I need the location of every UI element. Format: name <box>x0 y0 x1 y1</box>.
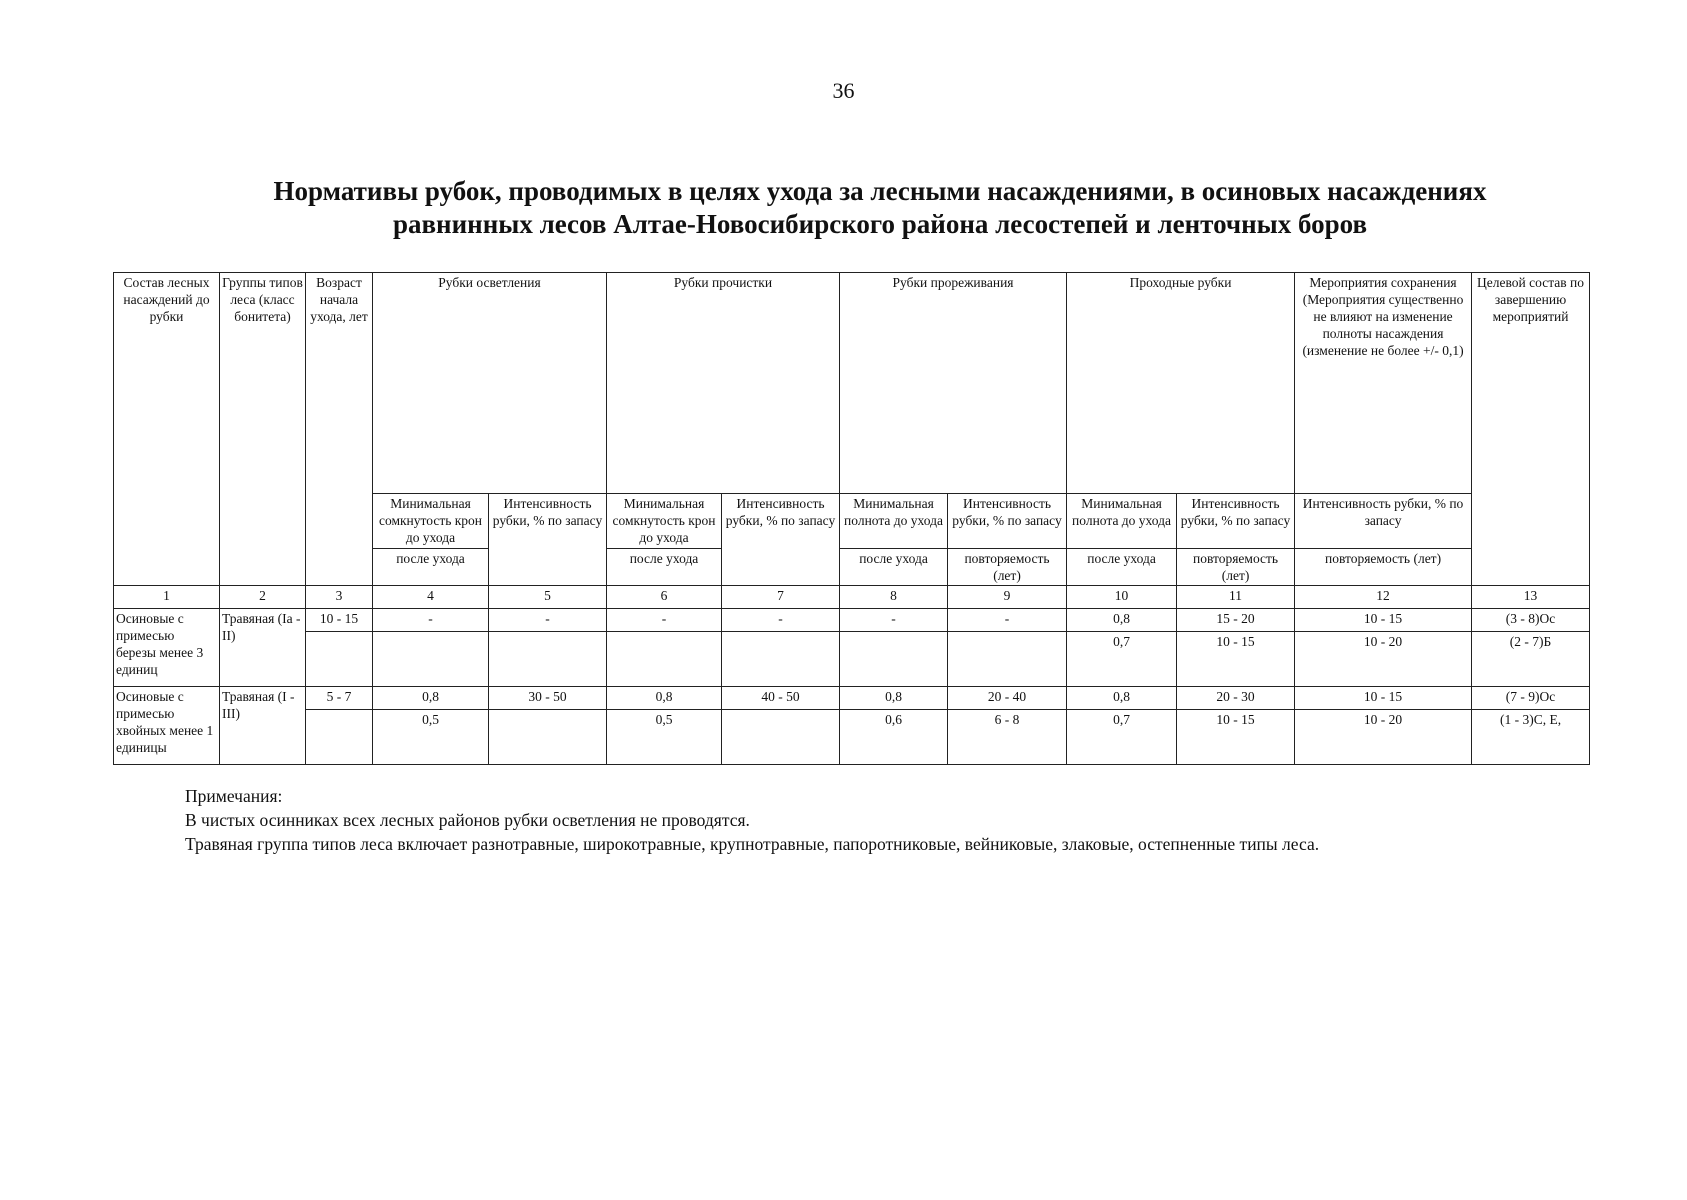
column-number: 6 <box>607 586 722 609</box>
header-after-care: после ухода <box>840 549 948 586</box>
table-cell <box>840 632 948 687</box>
header-min-density: Минимальная полнота до ухода <box>840 494 948 549</box>
table-row <box>114 632 1590 687</box>
header-after-care: после ухода <box>1067 549 1177 586</box>
table-cell: 0,5 <box>373 710 489 765</box>
table-cell: - <box>722 609 840 632</box>
header-forest-type-groups: Группы типов леса (класс бонитета) <box>220 273 306 586</box>
header-intensity: Интенсивность рубки, % по запасу <box>722 494 840 586</box>
column-number: 10 <box>1067 586 1177 609</box>
cell-forest-type: Травяная (I - III) <box>220 687 306 765</box>
table-cell <box>722 710 840 765</box>
table-cell: (7 - 9)Ос <box>1472 687 1590 710</box>
table-cell: 0,8 <box>1067 609 1177 632</box>
note-item: Травяная группа типов леса включает разнотравные, широкотравные, крупнотравные, папоротниковые, вейниковые, злаковые, остепненные типы леса. <box>185 834 1320 854</box>
table-cell <box>306 710 373 765</box>
notes <box>185 784 1319 856</box>
column-number: 1 <box>114 586 220 609</box>
column-number: 7 <box>722 586 840 609</box>
table-row <box>114 687 1590 710</box>
cell-forest-type: Травяная (Iа - II) <box>220 609 306 687</box>
table-cell: 10 - 15 <box>1295 687 1472 710</box>
header-passing-cutting: Проходные рубки <box>1067 273 1295 494</box>
table-cell <box>489 710 607 765</box>
column-number: 11 <box>1177 586 1295 609</box>
header-after-care: после ухода <box>373 549 489 586</box>
column-number: 9 <box>948 586 1067 609</box>
page-number: 36 <box>832 78 855 103</box>
header-start-age: Возраст начала ухода, лет <box>306 273 373 586</box>
table-cell: 10 - 15 <box>1177 632 1295 687</box>
table-cell: - <box>489 609 607 632</box>
table-cell: - <box>948 609 1067 632</box>
header-repeat-years: повторяемость (лет) <box>1295 549 1472 586</box>
table-cell: 0,8 <box>1067 687 1177 710</box>
title-line-1: Нормативы рубок, проводимых в целях ухода за лесными насаждениями, в осиновых насаждениях <box>273 176 1487 206</box>
column-number: 4 <box>373 586 489 609</box>
header-clarification-cutting: Рубки осветления <box>373 273 607 494</box>
table-cell: 0,6 <box>840 710 948 765</box>
table-cell: (1 - 3)С, Е, <box>1472 710 1590 765</box>
header-row <box>114 273 1590 494</box>
note-item: В чистых осинниках всех лесных районов рубки осветления не проводятся. <box>185 810 750 830</box>
table-cell: 0,8 <box>373 687 489 710</box>
table-cell: 6 - 8 <box>948 710 1067 765</box>
table-cell: 10 - 20 <box>1295 632 1472 687</box>
header-min-density: Минимальная полнота до ухода <box>1067 494 1177 549</box>
table-cell: 0,8 <box>840 687 948 710</box>
table-cell <box>489 632 607 687</box>
header-preservation-measures: Мероприятия сохранения (Мероприятия существенно не влияют на изменение полноты насаждения (изменение не более +/- 0,1) <box>1295 273 1472 494</box>
table-cell: (3 - 8)Ос <box>1472 609 1590 632</box>
table-cell <box>373 632 489 687</box>
column-number: 8 <box>840 586 948 609</box>
header-target-composition: Целевой состав по завершению мероприятий <box>1472 273 1590 586</box>
table-row <box>114 710 1590 765</box>
cell-composition: Осиновые с примесью березы менее 3 единиц <box>114 609 220 687</box>
table-cell: 30 - 50 <box>489 687 607 710</box>
table-cell <box>306 632 373 687</box>
header-composition: Состав лесных насаждений до рубки <box>114 273 220 586</box>
header-after-care: после ухода <box>607 549 722 586</box>
cell-composition: Осиновые с примесью хвойных менее 1 единицы <box>114 687 220 765</box>
header-intensity: Интенсивность рубки, % по запасу <box>948 494 1067 549</box>
header-repeat-years: повторяемость (лет) <box>948 549 1067 586</box>
header-intensity: Интенсивность рубки, % по запасу <box>1177 494 1295 549</box>
table-cell: - <box>607 609 722 632</box>
table-cell: (2 - 7)Б <box>1472 632 1590 687</box>
title-line-2: равнинных лесов Алтае-Новосибирского района лесостепей и ленточных боров <box>392 209 1368 239</box>
table-cell: 10 - 15 <box>1295 609 1472 632</box>
header-intensity-preservation: Интенсивность рубки, % по запасу <box>1295 494 1472 549</box>
table-row <box>114 609 1590 632</box>
table-cell <box>948 632 1067 687</box>
table-cell: 40 - 50 <box>722 687 840 710</box>
table-cell: 20 - 30 <box>1177 687 1295 710</box>
header-thinning-cutting: Рубки прореживания <box>840 273 1067 494</box>
table-cell: 10 - 20 <box>1295 710 1472 765</box>
header-intensity: Интенсивность рубки, % по запасу <box>489 494 607 586</box>
column-number: 5 <box>489 586 607 609</box>
cell-start-age: 5 - 7 <box>306 687 373 710</box>
table-cell: - <box>840 609 948 632</box>
page-title <box>200 175 1560 241</box>
notes-heading: Примечания: <box>185 786 283 806</box>
table-cell <box>722 632 840 687</box>
table-cell <box>607 632 722 687</box>
column-number-row <box>114 586 1590 609</box>
column-number: 2 <box>220 586 306 609</box>
table-cell: 0,8 <box>607 687 722 710</box>
header-min-closure: Минимальная сомкнутость крон до ухода <box>373 494 489 549</box>
cell-start-age: 10 - 15 <box>306 609 373 632</box>
header-min-closure: Минимальная сомкнутость крон до ухода <box>607 494 722 549</box>
column-number: 12 <box>1295 586 1472 609</box>
table-cell: 15 - 20 <box>1177 609 1295 632</box>
header-cleaning-cutting: Рубки прочистки <box>607 273 840 494</box>
table-cell: 0,7 <box>1067 632 1177 687</box>
column-number: 13 <box>1472 586 1590 609</box>
table-cell: 10 - 15 <box>1177 710 1295 765</box>
table-cell: 0,7 <box>1067 710 1177 765</box>
header-repeat-years: повторяемость (лет) <box>1177 549 1295 586</box>
table-cell: 0,5 <box>607 710 722 765</box>
norms-table <box>113 272 1590 765</box>
table-cell: 20 - 40 <box>948 687 1067 710</box>
table-cell: - <box>373 609 489 632</box>
column-number: 3 <box>306 586 373 609</box>
